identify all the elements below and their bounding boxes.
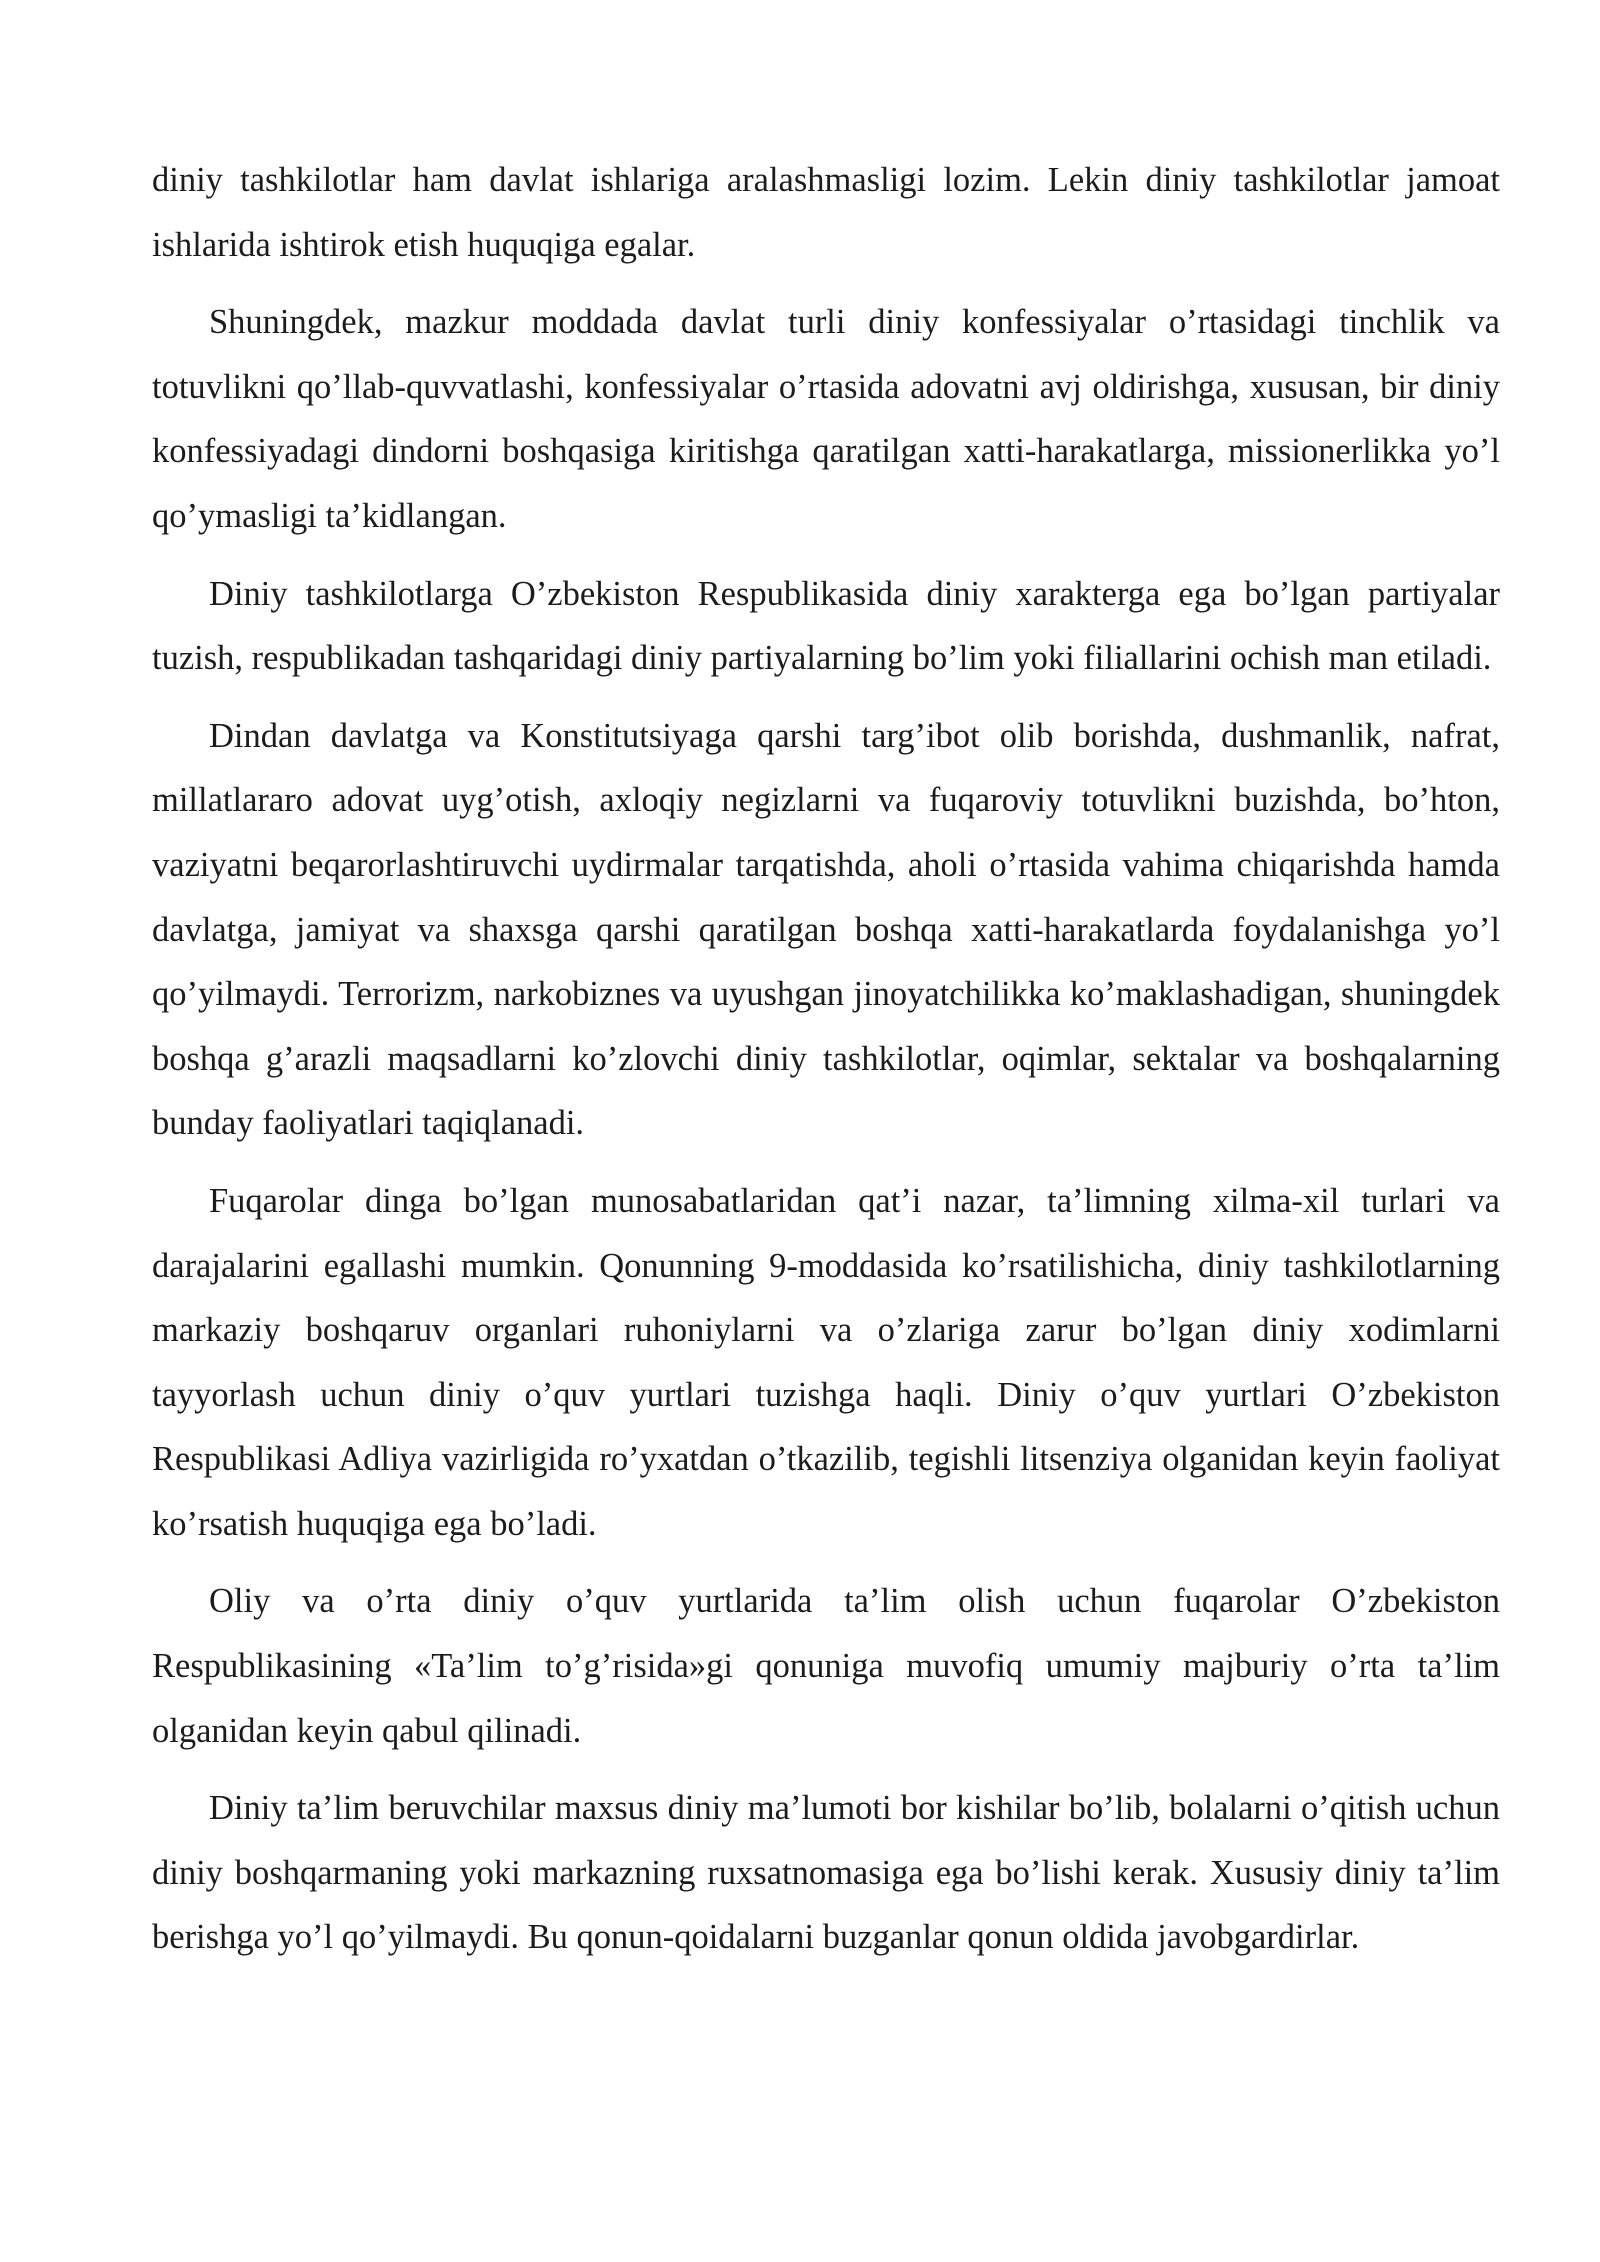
paragraph-continued: diniy tashkilotlar ham davlat ishlariga aralashmasligi lozim. Lekin diniy tashkilotlar jamoat ishlarida ishtirok etish huquqiga egalar.	[152, 161, 1500, 264]
paragraph-confessions: Shuningdek, mazkur moddada davlat turli diniy konfessiyalar o’rtasidagi tinchlik va totuvlikni qo’llab-quvvatlashi, konfessiyalar o’rtasida adovatni avj oldirishga, xususan, bir diniy konfessiyadagi dindorni boshqasiga kiritishga qaratilgan xatti-harakatlarga, missionerlikka yo’l qo’ymasligi ta’kidlangan.	[152, 303, 1500, 535]
paragraph-religious-education: Fuqarolar dinga bo’lgan munosabatlaridan qat’i nazar, ta’limning xilma-xil turlari va darajalarini egallashi mumkin. Qonunning 9-moddasida ko’rsatilishicha, diniy tashkilotlarning markaziy boshqaruv organlari ruhoniylarni va o’zlariga zarur bo’lgan diniy xodimlarni tayyorlash uchun diniy o’quv yurtlari tuzishga haqli. Diniy o’quv yurtlari O’zbekiston Respublikasi Adliya vazirligida ro’yxatdan o’tkazilib, tegishli litsenziya olganidan keyin faoliyat ko’rsatish huquqiga ega bo’ladi.	[152, 1181, 1500, 1543]
paragraph-religious-parties: Diniy tashkilotlarga O’zbekiston Respublikasida diniy xarakterga ega bo’lgan partiyalar tuzish, respublikadan tashqaridagi diniy partiyalarning bo’lim yoki filiallarini ochish man etiladi.	[152, 574, 1500, 678]
paragraph-teachers: Diniy ta’lim beruvchilar maxsus diniy ma’lumoti bor kishilar bo’lib, bolalarni o’qitish uchun diniy boshqarmaning yoki markazning ruxsatnomasiga ega bo’lishi kerak. Xususiy diniy ta’lim berishga yo’l qo’yilmaydi. Bu qonun-qoidalarni buzganlar qonun oldida javobgardirlar.	[152, 1789, 1500, 1957]
document-page	[152, 148, 1500, 1983]
paragraph-admission: Oliy va o’rta diniy o’quv yurtlarida ta’lim olish uchun fuqarolar O’zbekiston Respublikasining «Ta’lim to’g’risida»gi qonuniga muvofiq umumiy majburiy o’rta ta’lim olganidan keyin qabul qilinadi.	[152, 1582, 1500, 1750]
paragraph-prohibited-activities: Dindan davlatga va Konstitutsiyaga qarshi targ’ibot olib borishda, dushmanlik, nafrat, millatlararo adovat uyg’otish, axloqiy negizlarni va fuqaroviy totuvlikni buzishda, bo’hton, vaziyatni beqarorlashtiruvchi uydirmalar tarqatishda, aholi o’rtasida vahima chiqarishda hamda davlatga, jamiyat va shaxsga qarshi qaratilgan boshqa xatti-harakatlarda foydalanishga yo’l qo’yilmaydi. Terrorizm, narkobiznes va uyushgan jinoyatchilikka ko’maklashadigan, shuningdek boshqa g’arazli maqsadlarni ko’zlovchi diniy tashkilotlar, oqimlar, sektalar va boshqalarning bunday faoliyatlari taqiqlanadi.	[152, 716, 1500, 1143]
